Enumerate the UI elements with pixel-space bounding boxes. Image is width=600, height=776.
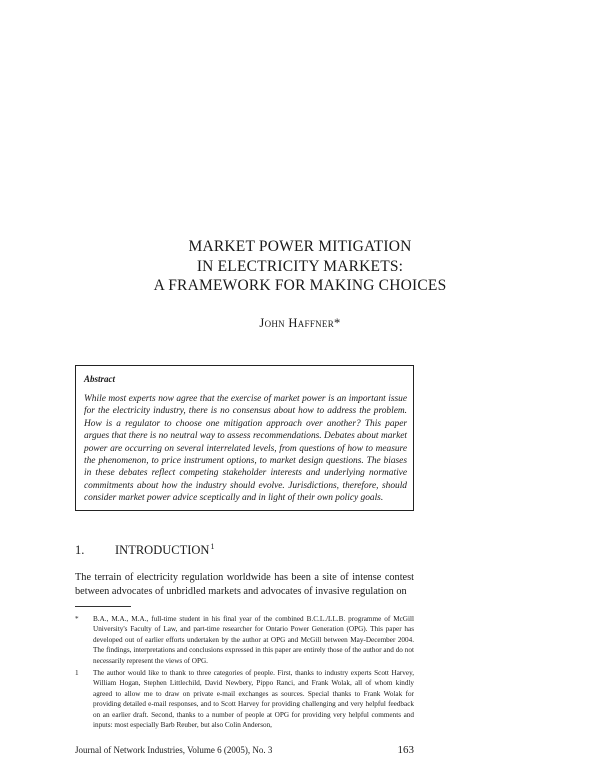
title-line-3: A FRAMEWORK FOR MAKING CHOICES — [153, 277, 447, 294]
footnote-text: B.A., M.A., M.A., full-time student in his final year of the combined B.C.L./LL.B. programme of McGill University's Faculty of Law, and part-time researcher for Ontario Power Generation (OPG). This paper has developed out of earlier efforts undertaken by the author at OPG and McGill between May-December 2004. The findings, interpretations and conclusions expressed in this paper are entirely those of the author and do not necessarily represent the views of OPG. — [93, 615, 414, 665]
journal-citation: Journal of Network Industries, Volume 6 (2005), No. 3 — [75, 745, 273, 755]
page-footer — [75, 744, 414, 756]
footnote — [75, 614, 414, 666]
footnotes — [75, 614, 414, 732]
abstract-heading: Abstract — [84, 374, 116, 384]
section-number: 1. — [75, 543, 85, 557]
section-footnote-ref: 1 — [210, 542, 215, 551]
title-line-2: IN ELECTRICITY MARKETS: — [196, 257, 404, 275]
footnote-mark: * — [75, 615, 79, 623]
footnote-mark: 1 — [75, 669, 79, 678]
abstract-body: While most experts now agree that the exercise of market power is an important issue for the electricity industry, there is no consensus about how to address the problem. How is a regulator to choose one mitigation approach over another? This paper argues that there is no neutral way to assess recommendations. Debates about market power are occurring on several interrelated levels, from questions of how to measure the phenomenon, to price instrument options, to market design questions. The biases in these debates reflect competing stakeholder interests and underlying normative commitments about how the industry should evolve. Jurisdictions, therefore, should consider market power advice sceptically and in light of their own policy goals. — [84, 394, 407, 504]
footnote-divider — [75, 606, 131, 607]
author-text: John Haffner* — [259, 316, 341, 330]
paper-title — [60, 237, 540, 296]
abstract-box — [75, 365, 414, 511]
section-heading — [75, 542, 214, 558]
footnote-text: The author would like to thank to three categories of people. First, thanks to industry experts Scott Harvey, William Hogan, Stephen Littlechild, David Newbery, Pippo Ranci, and Frank Wolak, all of whom kindly agreed to allow me to draw on private e-mail exchanges as sources. Special thanks to Frank Wolak for providing detailed e-mail responses, and to Scott Harvey for providing challenging and very helpful feedback on an earlier draft. Second, thanks to a number of people at OPG for providing very helpful comments and inputs: most especially Barb Reuber, but also Colin Anderson, — [93, 669, 414, 730]
section-title: INTRODUCTION — [115, 543, 210, 557]
author-name — [60, 316, 540, 331]
page-number: 163 — [397, 744, 414, 756]
footnote — [75, 668, 414, 730]
intro-paragraph: The terrain of electricity regulation worldwide has been a site of intense contest between advocates of unbridled markets and advocates of invasive regulation on — [75, 572, 414, 597]
title-line-1: MARKET POWER MITIGATION — [188, 238, 412, 255]
